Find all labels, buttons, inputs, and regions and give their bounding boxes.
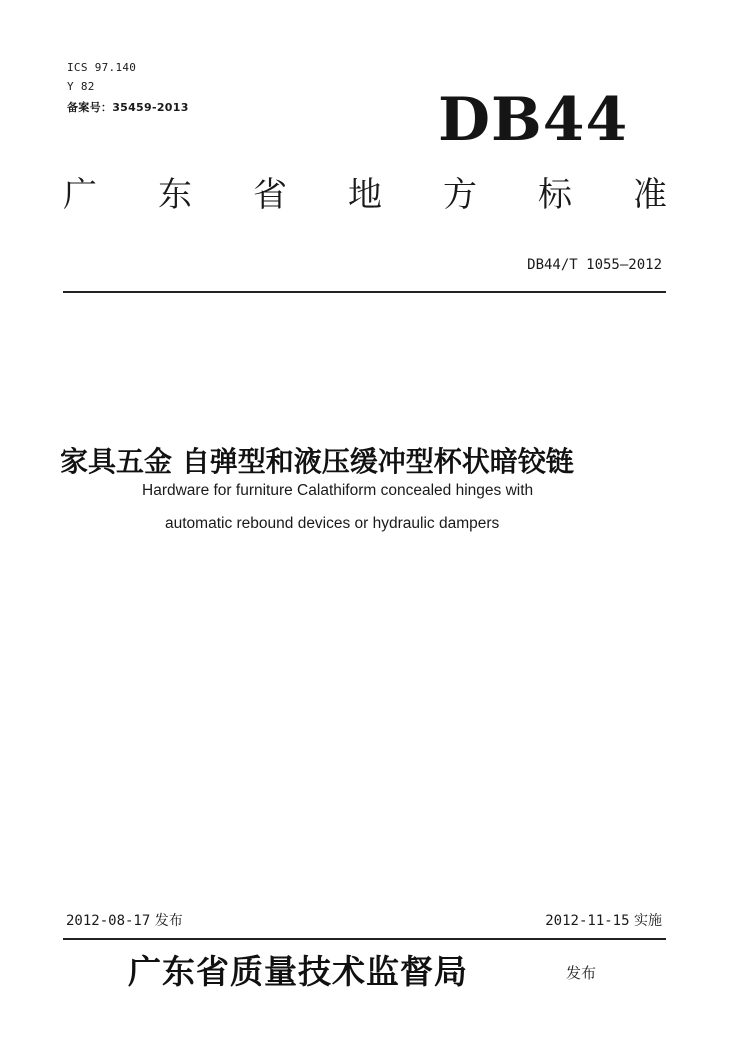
standard-type-char: 省 xyxy=(253,175,287,215)
title-chinese: 家具五金 自弹型和液压缓冲型杯状暗铰链 xyxy=(60,445,574,478)
issue-label: 发布 xyxy=(154,913,183,929)
standard-type-char: 广 xyxy=(63,175,97,215)
standard-type-char: 方 xyxy=(443,175,477,215)
title-english-line1: Hardware for furniture Calathiform concealed hinges with xyxy=(142,482,534,499)
issuer-action: 发布 xyxy=(566,964,597,982)
title-english-line2: automatic rebound devices or hydraulic dampers xyxy=(165,515,500,532)
ics-code: ICS 97.140 xyxy=(67,61,137,74)
standard-type-heading xyxy=(60,171,670,219)
implement-date: 2012-11-15 xyxy=(545,913,630,929)
issue-date: 2012-08-17 xyxy=(66,913,151,929)
implement-date-block xyxy=(545,910,662,930)
filing-number: 备案号：35459-2013 xyxy=(67,101,189,114)
bottom-divider xyxy=(63,938,666,940)
standard-type-char: 地 xyxy=(348,175,382,215)
db44-logo: DB44 xyxy=(438,85,629,155)
standard-type-char: 准 xyxy=(633,175,667,215)
implement-label: 实施 xyxy=(634,913,662,929)
standard-number: DB44/T 1055—2012 xyxy=(527,257,662,273)
standard-type-char: 标 xyxy=(538,175,572,215)
standard-type-char: 东 xyxy=(158,175,192,215)
ccs-code: Y 82 xyxy=(67,80,95,93)
issue-date-block xyxy=(66,910,183,930)
issuer-name: 广东省质量技术监督局 xyxy=(128,952,468,991)
top-divider xyxy=(63,291,666,293)
